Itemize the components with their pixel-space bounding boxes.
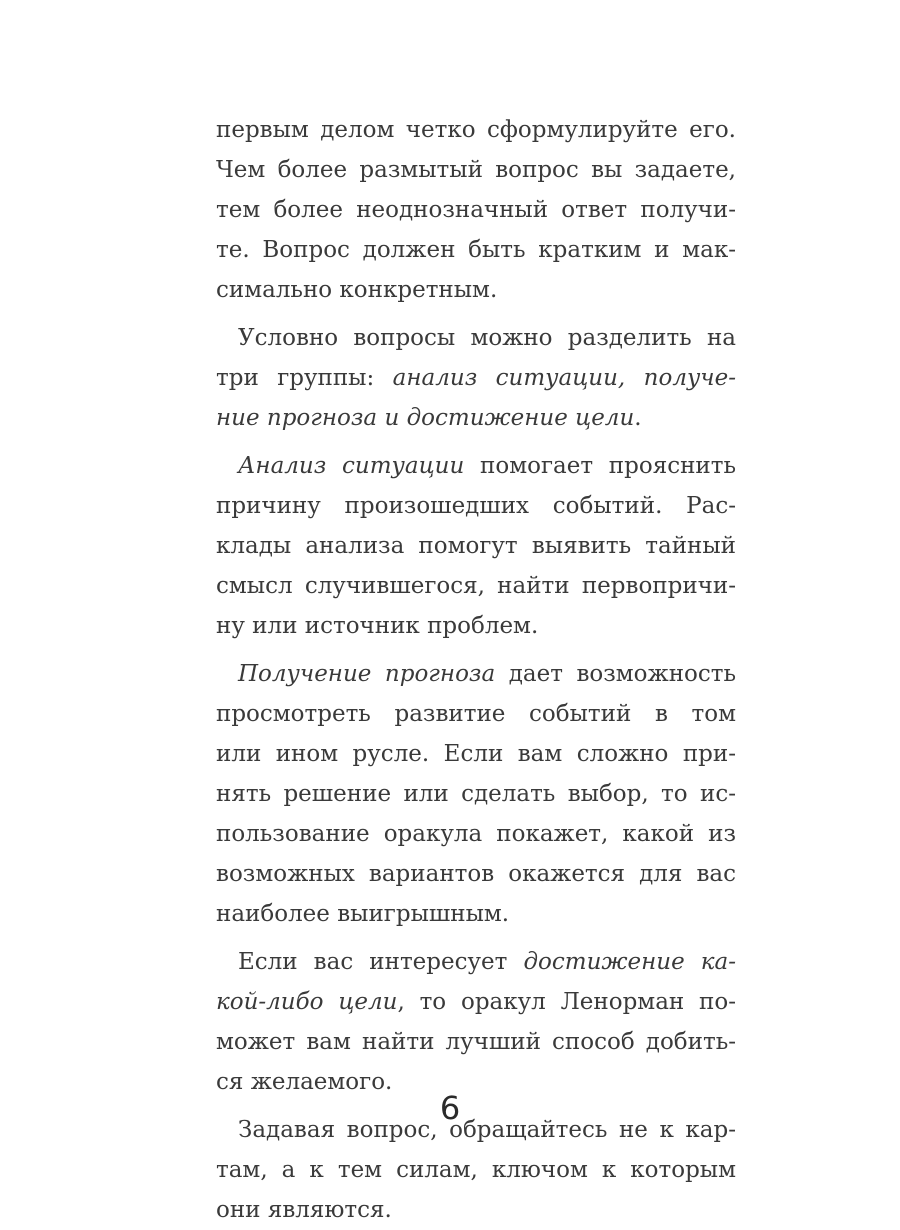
body-text (216, 110, 736, 1230)
text-segment: ся желаемого. (216, 1069, 393, 1095)
text-segment: тем более неоднозначный ответ получи- (216, 197, 736, 223)
text-segment: причину произошедших событий. Рас- (216, 493, 736, 519)
text-line (216, 230, 736, 270)
text-segment: наиболее выигрышным. (216, 901, 510, 927)
paragraph (216, 942, 736, 1102)
text-line (216, 734, 736, 774)
text-line (216, 606, 736, 646)
text-line (216, 446, 736, 486)
paragraph (216, 446, 736, 646)
text-segment: те. Вопрос должен быть кратким и мак- (216, 237, 736, 263)
text-segment: первым делом четко сформулируйте его. (216, 117, 736, 143)
paragraph-gap (216, 310, 736, 318)
italic-text: анализ ситуации, получе- (392, 365, 736, 391)
text-segment: три группы: (216, 365, 393, 391)
text-segment: они являются. (216, 1197, 392, 1223)
text-line (216, 894, 736, 934)
text-line (216, 654, 736, 694)
text-line (216, 110, 736, 150)
text-segment: клады анализа помогут выявить тайный (216, 533, 736, 559)
paragraph (216, 1110, 736, 1230)
text-segment: Чем более размытый вопрос вы задаете, (216, 157, 736, 183)
text-line (216, 318, 736, 358)
paragraph (216, 318, 736, 438)
text-segment: Если вас интересует (238, 949, 524, 975)
italic-text: ние прогноза и достижение цели (216, 405, 635, 431)
text-line (216, 982, 736, 1022)
text-line (216, 526, 736, 566)
text-segment: симально конкретным. (216, 277, 498, 303)
text-line (216, 774, 736, 814)
text-line (216, 190, 736, 230)
text-segment: может вам найти лучший способ добить- (216, 1029, 736, 1055)
text-line (216, 854, 736, 894)
paragraph (216, 654, 736, 934)
text-line (216, 942, 736, 982)
page-number: 6 (439, 1089, 461, 1127)
text-segment: ну или источник проблем. (216, 613, 539, 639)
italic-text: достижение ка- (523, 949, 736, 975)
text-segment: , то оракул Ленорман по- (397, 989, 737, 1015)
text-line (216, 486, 736, 526)
paragraph-gap (216, 934, 736, 942)
text-segment: помогает прояснить (464, 453, 736, 479)
text-line (216, 1150, 736, 1190)
text-segment: Задавая вопрос, обращайтесь не к кар- (238, 1117, 736, 1143)
text-line (216, 150, 736, 190)
text-line (216, 694, 736, 734)
paragraph (216, 110, 736, 310)
italic-text: Получение прогноза (238, 661, 496, 687)
text-line (216, 1190, 736, 1230)
text-segment: смысл случившегося, найти первопричи- (216, 573, 736, 599)
paragraph-gap (216, 438, 736, 446)
text-line (216, 358, 736, 398)
text-segment: возможных вариантов окажется для вас (216, 861, 736, 887)
text-segment: просмотреть развитие событий в том (216, 701, 736, 727)
text-segment: или ином русле. Если вам сложно при- (216, 741, 736, 767)
text-segment: . (634, 405, 642, 431)
italic-text: кой-либо цели (216, 989, 398, 1015)
paragraph-gap (216, 646, 736, 654)
text-line (216, 814, 736, 854)
text-line (216, 270, 736, 310)
text-segment: дает возможность (495, 661, 736, 687)
text-line (216, 566, 736, 606)
text-segment: Условно вопросы можно разделить на (238, 325, 736, 351)
text-line (216, 1022, 736, 1062)
italic-text: Анализ ситуации (238, 453, 465, 479)
text-segment: там, а к тем силам, ключом к которым (216, 1157, 736, 1183)
text-line (216, 398, 736, 438)
text-segment: нять решение или сделать выбор, то ис- (216, 781, 736, 807)
text-segment: пользование оракула покажет, какой из (216, 821, 736, 847)
